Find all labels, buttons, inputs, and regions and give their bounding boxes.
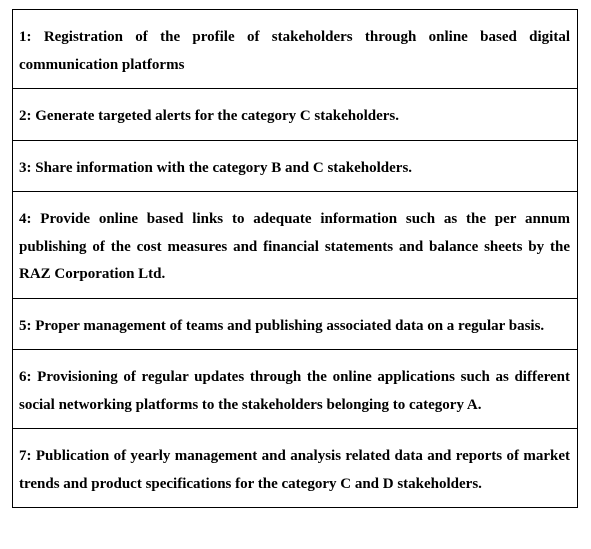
step-cell-1: 1: Registration of the profile of stakeholders through online based digital communication platforms bbox=[13, 10, 578, 89]
step-cell-5: 5: Proper management of teams and publishing associated data on a regular basis. bbox=[13, 298, 578, 350]
table-row bbox=[13, 350, 578, 429]
step-cell-4: 4: Provide online based links to adequate information such as the per annum publishing of the cost measures and financial statements and balance sheets by the RAZ Corporation Ltd. bbox=[13, 192, 578, 299]
steps-table bbox=[12, 9, 578, 508]
step-cell-3: 3: Share information with the category B and C stakeholders. bbox=[13, 140, 578, 192]
table-row bbox=[13, 89, 578, 141]
step-cell-6: 6: Provisioning of regular updates through the online applications such as different social networking platforms to the stakeholders belonging to category A. bbox=[13, 350, 578, 429]
table-row bbox=[13, 429, 578, 508]
table-row bbox=[13, 10, 578, 89]
table-row bbox=[13, 192, 578, 299]
table-row bbox=[13, 140, 578, 192]
table-row bbox=[13, 298, 578, 350]
step-cell-7: 7: Publication of yearly management and analysis related data and reports of market trends and product specifications for the category C and D stakeholders. bbox=[13, 429, 578, 508]
step-cell-2: 2: Generate targeted alerts for the category C stakeholders. bbox=[13, 89, 578, 141]
